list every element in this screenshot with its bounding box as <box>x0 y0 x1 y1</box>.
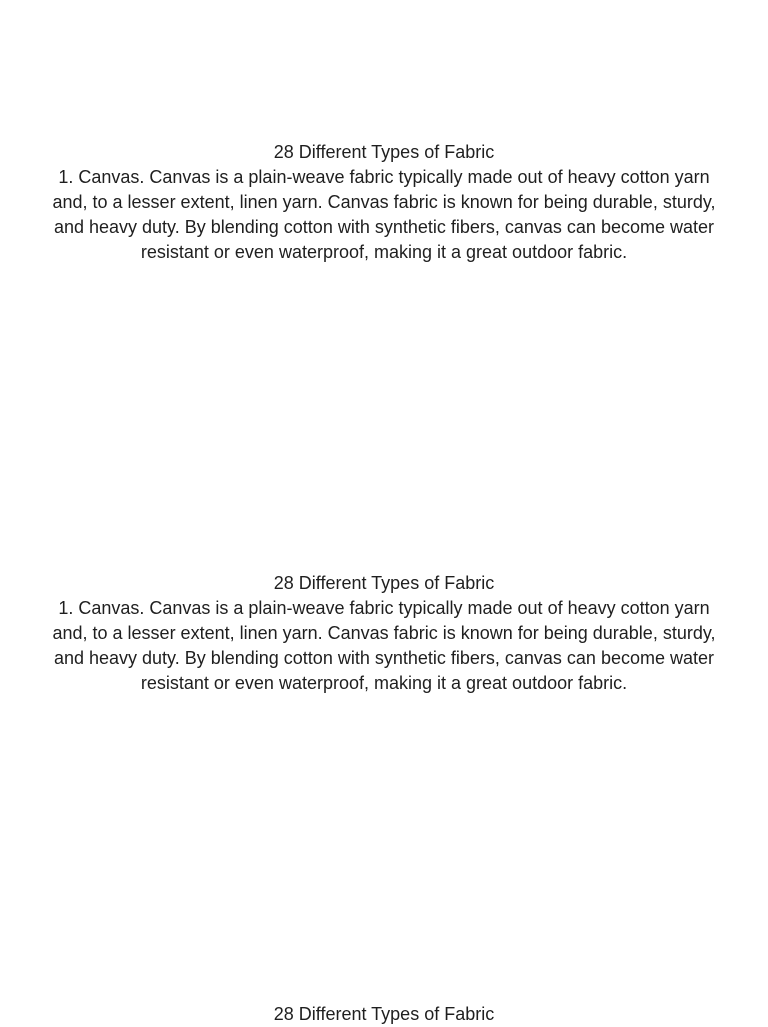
section-title: 28 Different Types of Fabric <box>273 573 495 593</box>
fabric-section-1 <box>0 140 768 265</box>
section-title: 28 Different Types of Fabric <box>273 142 495 162</box>
fabric-section-2 <box>0 571 768 696</box>
fabric-section-3 <box>0 1002 768 1027</box>
section-title: 28 Different Types of Fabric <box>273 1004 495 1024</box>
section-paragraph: 1. Canvas. Canvas is a plain-weave fabric typically made out of heavy cotton yarn and, to a lesser extent, linen yarn. Canvas fabric is known for being durable, sturdy, and heavy duty. By blending cotton with synthetic fibers, canvas can become water resistant or even waterproof, making it a great outdoor fabric. <box>52 598 716 693</box>
section-paragraph: 1. Canvas. Canvas is a plain-weave fabric typically made out of heavy cotton yarn and, to a lesser extent, linen yarn. Canvas fabric is known for being durable, sturdy, and heavy duty. By blending cotton with synthetic fibers, canvas can become water resistant or even waterproof, making it a great outdoor fabric. <box>52 167 716 262</box>
